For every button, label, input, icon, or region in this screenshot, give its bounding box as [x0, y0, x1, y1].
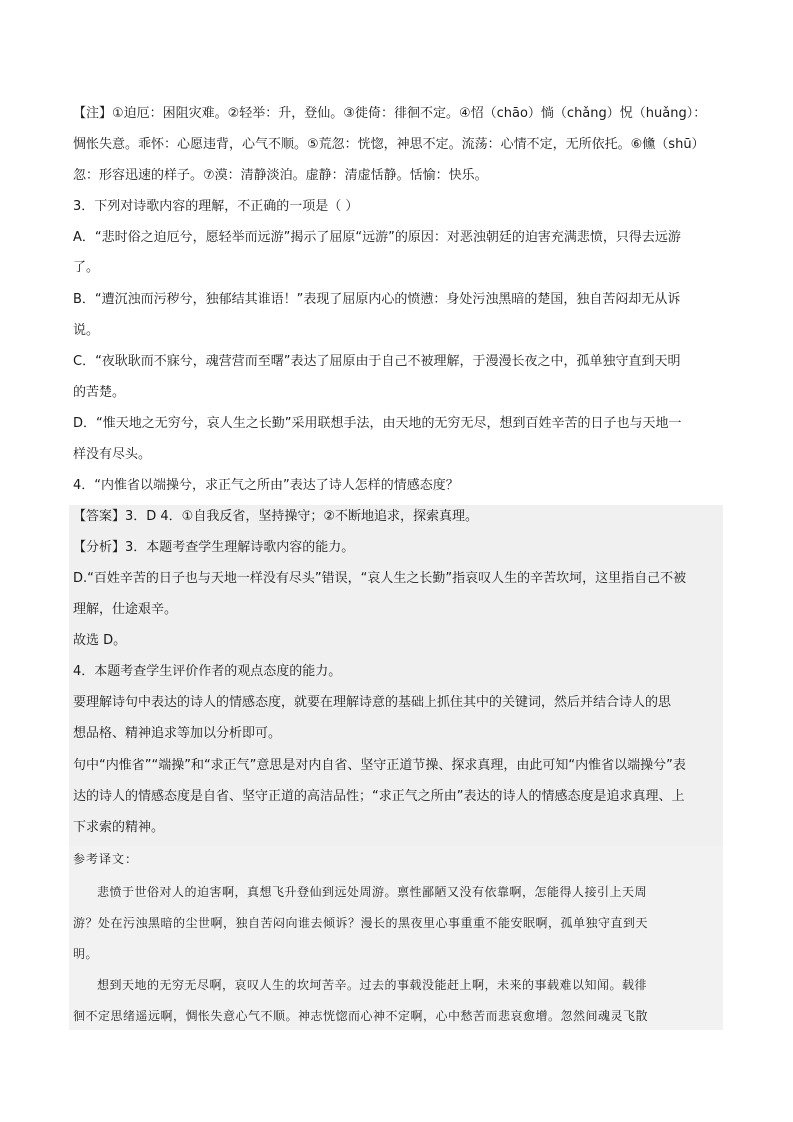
analysis-line: 要理解诗句中表达的诗人的情感态度，就要在理解诗意的基础上抓住其中的关键词，然后并结合诗人的思 [73, 695, 672, 710]
translation-shade [69, 846, 723, 1030]
analysis-line: 4．本题考查学生评价作者的观点态度的能力。 [73, 664, 342, 679]
translation-line: 徊不定思绪遥远啊，惆怅失意心气不顺。神志恍惚而心神不定啊，心中愁苦而悲哀愈增。忽然间魂灵飞散 [73, 1009, 649, 1023]
analysis-line: 句中“内惟省”“端操”和“求正气”意思是对内自省、坚守正道节操、探求真理，由此可知“内惟省以端操兮”表 [73, 758, 686, 773]
translation-title: 参考译文： [73, 852, 139, 866]
option-c-cont: 的苦楚。 [73, 385, 126, 400]
translation-line: 游？处在污浊黑暗的尘世啊，独自苦闷向谁去倾诉？漫长的黑夜里心事重重不能安眠啊，孤单独守直到天 [73, 916, 649, 930]
analysis-line: 故选 D。 [73, 633, 127, 648]
question-3-stem: 3．下列对诗歌内容的理解，不正确的一项是（ ） [73, 199, 359, 214]
analysis-line: 达的诗人的情感态度是自省、坚守正道的高洁品性；“求正气之所由”表达的诗人的情感态度是追求真理、上 [73, 789, 685, 804]
analysis-line: 想品格、精神追求等加以分析即可。 [73, 726, 282, 741]
answer-line: 【答案】3．D 4．①自我反省，坚持操守；②不断地追求，探索真理。 [73, 509, 478, 524]
option-b-cont: 说。 [73, 323, 100, 338]
option-a: A．“悲时俗之迫厄兮，愿轻举而远游”揭示了屈原“远游”的原因：对恶浊朝廷的迫害充满悲愤，只得去远游 [73, 230, 681, 245]
translation-line: 想到天地的无穷无尽啊，哀叹人生的坎坷苦辛。过去的事载没能赶上啊，未来的事载难以知闻。载徘 [97, 978, 648, 992]
translation-line: 悲愤于世俗对人的迫害啊，真想飞升登仙到远处周游。禀性鄙陋又没有依靠啊，怎能得人接引上天周 [97, 885, 648, 899]
note-line: 惆怅失意。乖怀：心愿违背，心气不顺。⑤荒忽：恍惚，神思不定。流荡：心情不定，无所依托。⑥儵（shū） [73, 137, 705, 152]
translation-line: 明。 [73, 947, 99, 961]
option-c: C．“夜耿耿而不寐兮，魂营营而至曙”表达了屈原由于自己不被理解，于漫漫长夜之中，孤单独守直到天明 [73, 354, 681, 369]
option-b: B．“遭沉浊而污秽兮，独郁结其谁语！”表现了屈原内心的愤懑：身处污浊黑暗的楚国，独自苦闷却无从诉 [73, 292, 681, 307]
analysis-line: 下求索的精神。 [73, 820, 165, 835]
note-line: 【注】①迫厄：困阻灾难。②轻举：升，登仙。③徙倚：徘徊不定。④怊（chāo）惝（chǎng）怳（huǎng）： [73, 106, 707, 121]
option-d: D．“惟天地之无穷兮，哀人生之长勤”采用联想手法，由天地的无穷无尽，想到百姓辛苦的日子也与天地一 [73, 416, 682, 431]
analysis-line: D.“百姓辛苦的日子也与天地一样没有尽头”错误，“哀人生之长勤”指哀叹人生的辛苦坎坷，这里指自己不被 [73, 571, 687, 586]
option-a-cont: 了。 [73, 260, 100, 275]
analysis-line: 理解，仕途艰辛。 [73, 602, 178, 617]
question-4-stem: 4．“内惟省以端操兮，求正气之所由”表达了诗人怎样的情感态度？ [73, 478, 459, 493]
option-d-cont: 样没有尽头。 [73, 447, 152, 462]
note-line: 忽：形容迅速的样子。⑦漠：清静淡泊。虚静：清虚恬静。恬愉：快乐。 [73, 168, 488, 183]
analysis-line: 【分析】3．本题考查学生理解诗歌内容的能力。 [73, 540, 355, 555]
